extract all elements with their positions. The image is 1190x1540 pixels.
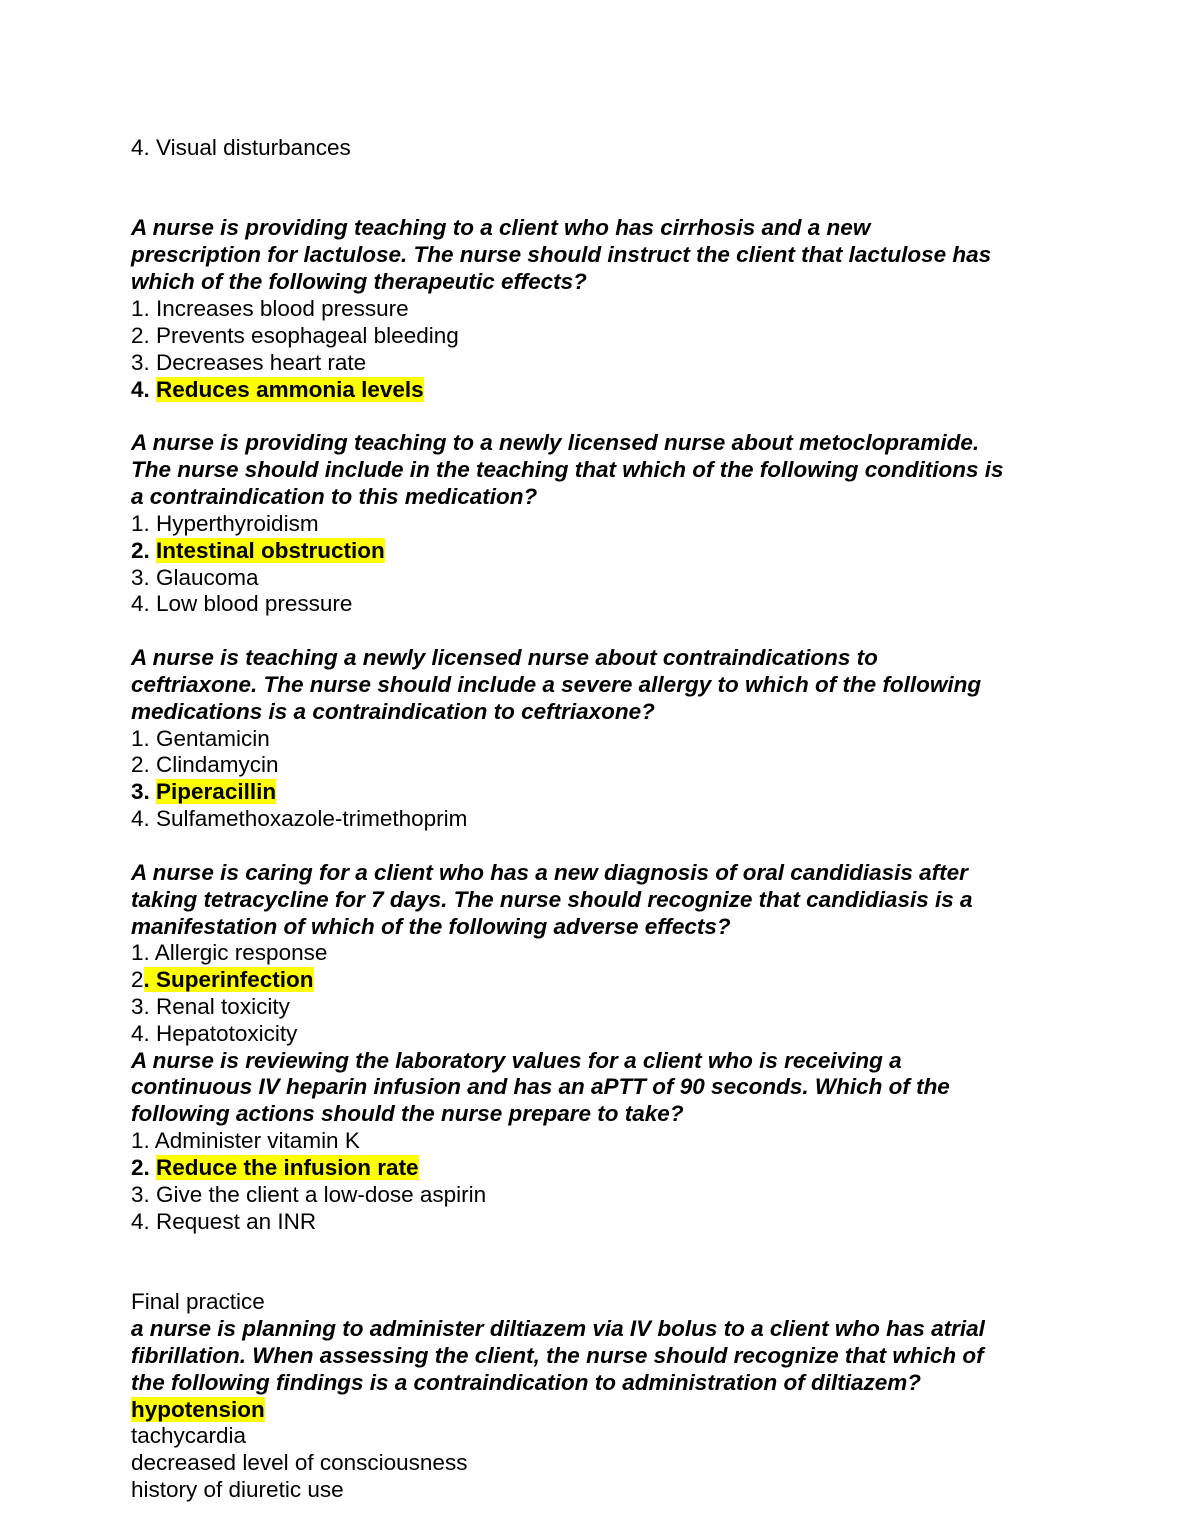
- answer-prefix: 3.: [131, 779, 157, 804]
- option-text: 1. Increases blood pressure: [131, 296, 409, 321]
- correct-answer: [131, 966, 314, 993]
- answer-highlight: Intestinal obstruction: [156, 538, 385, 563]
- question-text: The nurse should include in the teaching that which of the following conditions is: [131, 457, 1004, 482]
- question-text: ceftriaxone. The nurse should include a severe allergy to which of the following: [131, 672, 982, 697]
- answer-prefix: 2.: [131, 538, 157, 563]
- option-text: 4. Visual disturbances: [131, 135, 351, 160]
- correct-answer: [131, 1396, 265, 1423]
- correct-answer: [131, 537, 385, 564]
- question-text: prescription for lactulose. The nurse should instruct the client that lactulose has: [131, 242, 992, 267]
- option-text: 3. Give the client a low-dose aspirin: [131, 1182, 487, 1207]
- option-text: 4. Sulfamethoxazole-trimethoprim: [131, 806, 468, 831]
- answer-highlight: Reduces ammonia levels: [156, 377, 424, 402]
- question-text: which of the following therapeutic effects?: [131, 269, 587, 294]
- question-text: fibrillation. When assessing the client, the nurse should recognize that which of: [131, 1343, 984, 1368]
- option-text: tachycardia: [131, 1423, 247, 1448]
- question-text: following actions should the nurse prepare to take?: [131, 1101, 684, 1126]
- question-text: continuous IV heparin infusion and has an aPTT of 90 seconds. Which of the: [131, 1074, 950, 1099]
- answer-highlight: hypotension: [131, 1397, 265, 1422]
- option-text: 4. Hepatotoxicity: [131, 1021, 298, 1046]
- question-text: a nurse is planning to administer diltiazem via IV bolus to a client who has atrial: [131, 1316, 985, 1341]
- option-text: 4. Low blood pressure: [131, 591, 353, 616]
- option-text: 2. Clindamycin: [131, 752, 279, 777]
- question-text: A nurse is reviewing the laboratory values for a client who is receiving a: [131, 1048, 902, 1073]
- question-text: A nurse is caring for a client who has a new diagnosis of oral candidiasis after: [131, 860, 968, 885]
- option-text: 2. Prevents esophageal bleeding: [131, 323, 459, 348]
- option-text: 1. Allergic response: [131, 940, 328, 965]
- question-text: A nurse is teaching a newly licensed nurse about contraindications to: [131, 645, 878, 670]
- question-text: a contraindication to this medication?: [131, 484, 538, 509]
- option-text: 3. Decreases heart rate: [131, 350, 367, 375]
- option-text: 1. Administer vitamin K: [131, 1128, 360, 1153]
- question-text: medications is a contraindication to ceftriaxone?: [131, 699, 655, 724]
- answer-prefix: 4.: [131, 377, 157, 402]
- answer-prefix: 2: [131, 967, 144, 992]
- correct-answer: [131, 1154, 419, 1181]
- question-text: A nurse is providing teaching to a newly licensed nurse about metoclopramide.: [131, 430, 980, 455]
- option-text: 3. Renal toxicity: [131, 994, 290, 1019]
- answer-highlight: . Superinfection: [143, 967, 314, 992]
- answer-prefix: 2.: [131, 1155, 157, 1180]
- correct-answer: [131, 778, 276, 805]
- section-heading: Final practice: [131, 1289, 265, 1314]
- option-text: 3. Glaucoma: [131, 565, 259, 590]
- option-text: decreased level of consciousness: [131, 1450, 468, 1475]
- option-text: history of diuretic use: [131, 1477, 344, 1502]
- option-text: 1. Hyperthyroidism: [131, 511, 319, 536]
- answer-highlight: Piperacillin: [156, 779, 277, 804]
- option-text: 1. Gentamicin: [131, 726, 270, 751]
- answer-highlight: Reduce the infusion rate: [156, 1155, 419, 1180]
- question-text: the following findings is a contraindication to administration of diltiazem?: [131, 1370, 922, 1395]
- question-text: manifestation of which of the following adverse effects?: [131, 914, 731, 939]
- option-text: 4. Request an INR: [131, 1209, 317, 1234]
- correct-answer: [131, 376, 424, 403]
- question-text: taking tetracycline for 7 days. The nurse should recognize that candidiasis is a: [131, 887, 973, 912]
- question-text: A nurse is providing teaching to a client who has cirrhosis and a new: [131, 215, 871, 240]
